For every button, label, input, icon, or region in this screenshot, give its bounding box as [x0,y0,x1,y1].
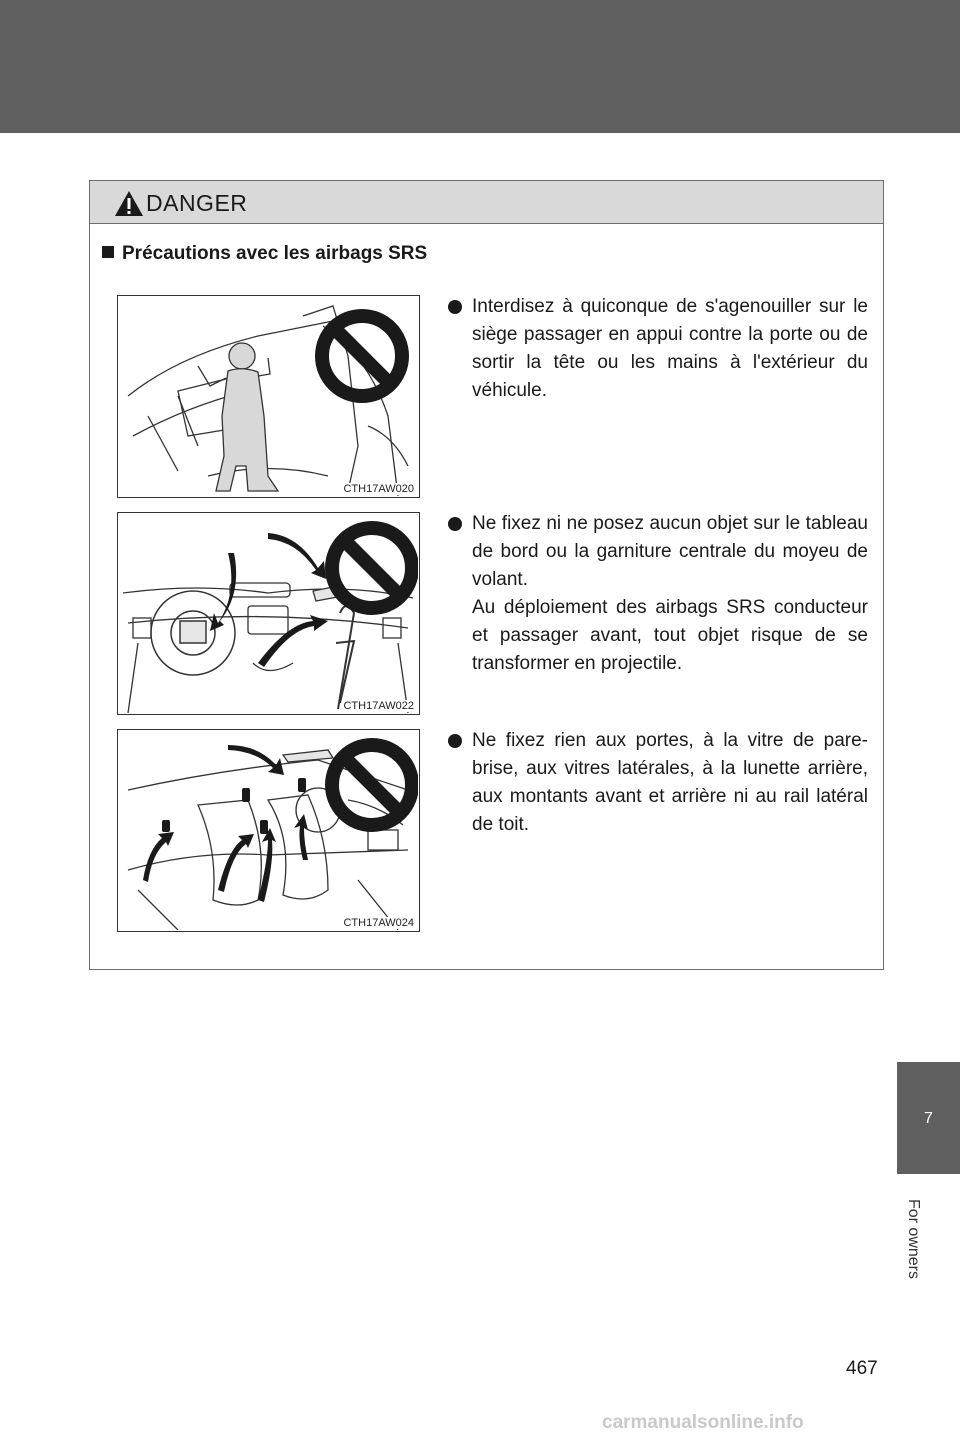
section-heading [102,243,427,265]
figure-code: CTH17AW022 [343,700,414,712]
danger-header [90,181,883,224]
bullet-dot-icon [448,734,462,748]
figure-kneeling [117,295,420,498]
figure-doors [117,729,420,932]
figure-code: CTH17AW020 [343,483,414,495]
chapter-tab [897,1062,960,1174]
bullet-item-1 [448,293,868,405]
bullet-text: Interdisez à quiconque de s'agenouiller sur le siège passager en appui contre la porte ou de sortir la tête ou les mains à l'extérieur du véhicule. [472,296,868,401]
bullet-item-2 [448,510,868,678]
prohibited-icon [322,316,402,396]
danger-title: DANGER [146,190,248,216]
square-bullet-icon [102,246,114,258]
page-number: 467 [846,1358,878,1379]
prohibited-icon [332,745,412,825]
watermark: carmanualsonline.info [602,1412,804,1433]
prohibited-icon [332,528,412,608]
bullet-dot-icon [448,300,462,314]
chapter-number: 7 [924,1110,933,1127]
danger-box [89,180,884,970]
figure-dashboard [117,512,420,715]
chapter-label [901,1184,925,1294]
bullet-text: Ne fixez rien aux portes, à la vitre de pare-brise, aux vitres latérales, à la lunette arrière, aux montants avant et arrière ni au rail latéral de toit. [472,730,868,835]
bullet-text: Ne fixez ni ne posez aucun objet sur le tableau de bord ou la garniture centrale du moyeu de volant. [472,513,868,590]
header-band [0,0,960,133]
bullet-text: Au déploiement des airbags SRS conducteur et passager avant, tout objet risque de se transformer en projectile. [472,597,868,674]
chapter-label-text: For owners [905,1198,922,1280]
figure-code: CTH17AW024 [343,917,414,929]
section-heading-text: Précautions avec les airbags SRS [122,243,428,264]
bullet-item-3 [448,727,868,839]
bullet-dot-icon [448,517,462,531]
warning-triangle-icon [114,190,144,217]
